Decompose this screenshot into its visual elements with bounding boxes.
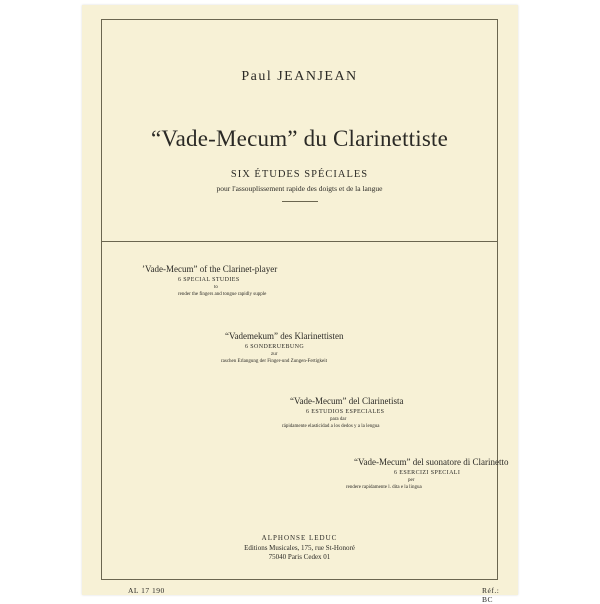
translation-connector: para dar	[330, 417, 347, 422]
catalog-number: AL 17 190	[128, 586, 165, 595]
translation-description: rápidamente elasticidad a los dedos y a la lengua	[282, 424, 380, 429]
publisher-address	[102, 544, 497, 562]
author-name: Paul JEANJEAN	[241, 69, 358, 84]
translation-description: raschen Erlangung der Finger-und Zungen-Fertigkeit	[221, 359, 327, 364]
reference-code: Réf.: BC	[482, 586, 500, 604]
translation-connector: zur	[271, 352, 278, 357]
score-subtitle: SIX ÉTUDES SPÉCIALES	[230, 169, 369, 180]
translation-subtitle: 6 ESERCIZI SPECIALI	[394, 470, 461, 476]
translation-connector: per	[408, 478, 415, 483]
translation-title: “Vademekum” des Klarinettisten	[225, 331, 344, 341]
score-cover	[82, 5, 518, 604]
translation-connector: to	[214, 285, 218, 290]
translation-subtitle: 6 SPECIAL STUDIES	[178, 277, 240, 283]
publisher-address-line1: Editions Musicales, 175, rue St-Honoré	[244, 544, 355, 552]
translation-title: ’Vade-Mecum” of the Clarinet-player	[142, 264, 278, 274]
translation-description: rendere rapidamente l. dita e la lingua	[346, 485, 422, 490]
score-title: “Vade-Mecum” du Clarinettiste	[150, 126, 449, 151]
translation-title: “Vade-Mecum” del suonatore di Clarinetto	[354, 457, 509, 467]
translation-spanish	[282, 396, 510, 429]
translation-english	[142, 264, 362, 297]
publisher-name: ALPHONSE LEDUC	[261, 534, 338, 542]
translation-italian	[346, 457, 520, 490]
translation-subtitle: 6 SONDERUEBUNG	[245, 344, 305, 350]
cover-frame	[101, 19, 509, 604]
translation-title: “Vade-Mecum” del Clarinetista	[290, 396, 404, 406]
translation-german	[221, 331, 445, 364]
score-description: pour l'assouplissement rapide des doigts et de la langue	[216, 184, 383, 193]
title-rule	[282, 201, 318, 202]
translation-subtitle: 6 ESTUDIOS ESPECIALES	[306, 409, 385, 415]
translation-description: render the fingers and tongue rapidly supple	[178, 292, 267, 297]
publisher-address-line2: 75040 Paris Cedex 01	[268, 553, 331, 561]
section-divider	[102, 241, 497, 242]
